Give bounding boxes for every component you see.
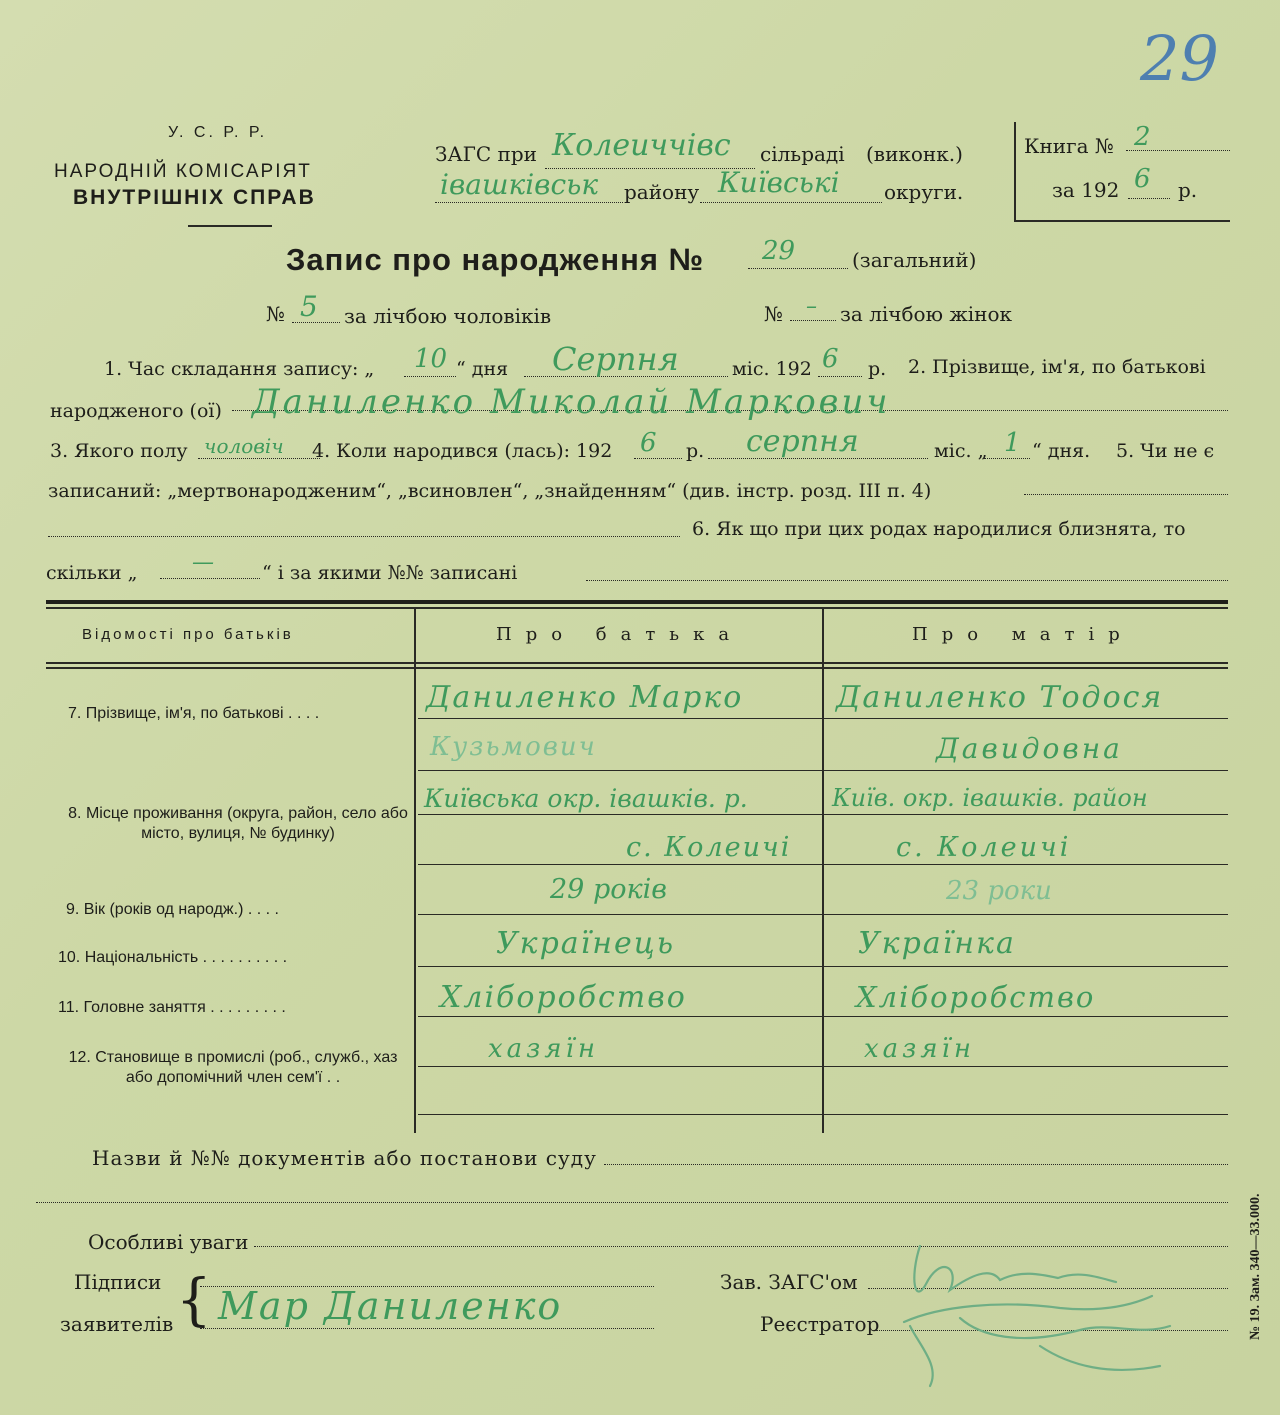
okruha-line bbox=[700, 202, 882, 203]
header-divider bbox=[188, 225, 272, 227]
silradi-label: сільраді bbox=[760, 142, 845, 166]
book-number: 2 bbox=[1134, 122, 1151, 152]
field-4-year: 6 bbox=[640, 428, 657, 458]
field-2-label: 2. Прізвище, ім'я, по батькові bbox=[908, 356, 1206, 378]
republic-label: У. С. Р. Р. bbox=[168, 124, 268, 141]
okruha-value: Київські bbox=[718, 166, 840, 199]
commissariat-line2: ВНУТРІШНІХ СПРАВ bbox=[73, 186, 316, 209]
row-label-12: 12. Становище в промислі (роб., служб., хаз або допомічний член сем'ї . . bbox=[68, 1049, 398, 1086]
field-1-day-suffix: “ дня bbox=[456, 358, 509, 380]
field-5-label2: записаний: „мертвонародженим“, „всиновлен“, „знайденням“ (див. інстр. розд. III п. 4) bbox=[48, 480, 932, 502]
record-title: Запис про народження № bbox=[286, 242, 705, 277]
field-4-day-suffix: “ дня. bbox=[1032, 440, 1091, 462]
mother-residence-1: Київ. окр. івашків. район bbox=[832, 784, 1148, 812]
father-name: Даниленко Марко bbox=[426, 680, 744, 715]
field-2-value: Даниленко Миколай Маркович bbox=[252, 382, 891, 422]
remarks-label: Особливі уваги bbox=[88, 1230, 249, 1254]
field-3-line bbox=[198, 458, 320, 459]
field-6-label: 6. Як що при цих родах народилися близнята, то bbox=[692, 518, 1186, 540]
book-box-left bbox=[1014, 122, 1016, 222]
field-2-label2: народженого (ої) bbox=[50, 400, 222, 422]
field-1-day: 10 bbox=[414, 344, 448, 374]
mother-name: Даниленко Тодося bbox=[836, 680, 1164, 715]
registrar-label: Реєстратор bbox=[760, 1312, 880, 1336]
table-header-bottom bbox=[46, 662, 1228, 664]
table-col-divider-2 bbox=[822, 609, 824, 1133]
documents-label: Назви й №№ документів або постанови суду bbox=[92, 1146, 597, 1170]
field-4-label: 4. Коли народився (лась): 192 bbox=[312, 440, 613, 462]
field-6-line bbox=[586, 580, 1228, 581]
head-label: Зав. ЗАГС'ом bbox=[720, 1270, 858, 1294]
field-4-day: 1 bbox=[1004, 428, 1021, 458]
father-occupation: Хліборобство bbox=[440, 980, 687, 1015]
book-year-prefix: за 192 bbox=[1052, 178, 1120, 202]
field-6-count: — bbox=[192, 550, 214, 575]
father-residence-2: с. Колеичі bbox=[626, 832, 792, 863]
table-header-bottom-2 bbox=[46, 667, 1228, 669]
mother-patronymic: Давидовна bbox=[936, 732, 1123, 765]
table-line bbox=[418, 718, 1228, 719]
women-label: за лічбою жінок bbox=[840, 302, 1013, 326]
field-3-label: 3. Якого полу bbox=[50, 440, 188, 462]
table-line bbox=[418, 864, 1228, 865]
table-line bbox=[418, 770, 1228, 771]
head-signature-icon bbox=[880, 1226, 1200, 1396]
field-4-year-line bbox=[634, 458, 682, 459]
table-header-mother: Про матір bbox=[912, 624, 1134, 645]
table-line bbox=[418, 966, 1228, 967]
table-line bbox=[418, 1066, 1228, 1067]
book-year-line bbox=[1128, 198, 1170, 199]
father-age: 29 років bbox=[550, 874, 667, 905]
row-label-9: 9. Вік (років од народж.) . . . . bbox=[66, 901, 279, 918]
field-6-label2a: скільки „ bbox=[46, 562, 138, 584]
table-line bbox=[418, 814, 1228, 815]
village-value: Колеиччівс bbox=[552, 128, 731, 163]
applicant-signature: Мар Даниленко bbox=[218, 1284, 563, 1328]
record-general: (загальний) bbox=[852, 248, 977, 272]
field-5-line bbox=[1024, 494, 1228, 495]
father-patronymic: Кузьмович bbox=[430, 732, 597, 762]
book-label: Книга № bbox=[1024, 134, 1114, 158]
field-1-day-line bbox=[404, 376, 456, 377]
book-box-bottom bbox=[1014, 220, 1230, 222]
vykonk-label: (виконк.) bbox=[866, 142, 963, 166]
okruhy-label: округи. bbox=[884, 180, 964, 204]
women-number-line bbox=[790, 320, 836, 321]
row-label-11: 11. Головне заняття . . . . . . . . . bbox=[58, 999, 286, 1016]
row-label-10: 10. Національність . . . . . . . . . . bbox=[58, 949, 288, 966]
men-no-sign: № bbox=[266, 302, 285, 326]
father-residence-1: Київська окр. івашків. р. bbox=[424, 784, 748, 813]
field-6-count-line bbox=[160, 578, 260, 579]
father-nationality: Українець bbox=[496, 926, 676, 961]
table-line bbox=[418, 1016, 1228, 1017]
field-4-mis: міс. „ bbox=[934, 440, 988, 462]
raionu-label: району bbox=[624, 180, 700, 204]
documents-line-2 bbox=[36, 1202, 1228, 1203]
men-number: 5 bbox=[300, 290, 318, 323]
commissariat-line1: НАРОДНІЙ КОМІСАРІЯТ bbox=[54, 161, 312, 182]
field-4-month: серпня bbox=[746, 424, 859, 459]
table-line bbox=[418, 1114, 1228, 1115]
women-no-sign: № bbox=[764, 302, 783, 326]
father-position: хазяїн bbox=[488, 1034, 600, 1064]
field-1-year: 6 bbox=[822, 344, 839, 374]
men-label: за лічбою чоловіків bbox=[344, 304, 552, 328]
mother-residence-2: с. Колеичі bbox=[896, 832, 1072, 863]
table-top-border bbox=[46, 600, 1228, 604]
record-number: 29 bbox=[762, 236, 796, 266]
field-1-month: Серпня bbox=[552, 340, 679, 378]
book-year-suffix: р. bbox=[1178, 178, 1198, 202]
table-header-father: Про батька bbox=[496, 624, 744, 645]
field-1-mis: міс. 192 bbox=[732, 358, 812, 380]
field-1-year-line bbox=[818, 376, 862, 377]
row-label-8: 8. Місце проживання (округа, район, село або місто, вулиця, № будинку) bbox=[68, 805, 408, 842]
district-line bbox=[435, 202, 623, 203]
page-number: 29 bbox=[1140, 22, 1219, 95]
field-1-label: 1. Час складання запису: „ bbox=[104, 358, 375, 380]
table-col-divider-1 bbox=[414, 609, 416, 1133]
district-value: івашківськ bbox=[440, 168, 599, 201]
mother-position: хазяїн bbox=[864, 1034, 976, 1064]
record-number-line bbox=[748, 268, 848, 269]
signature-line-2 bbox=[200, 1328, 654, 1329]
field-5-line2 bbox=[48, 536, 680, 537]
side-print: № 19. Зам. 340—33.000. bbox=[1248, 1193, 1263, 1340]
documents-line bbox=[604, 1164, 1228, 1165]
field-5-label: 5. Чи не є bbox=[1116, 440, 1215, 462]
signatures-label-1: Підписи bbox=[74, 1270, 162, 1294]
mother-nationality: Українка bbox=[858, 926, 1016, 961]
table-line bbox=[418, 914, 1228, 915]
field-6-label2b: “ і за якими №№ записані bbox=[262, 562, 518, 584]
mother-occupation: Хліборобство bbox=[856, 980, 1096, 1014]
mother-age: 23 роки bbox=[946, 876, 1052, 906]
signatures-label-2: заявителів bbox=[60, 1312, 174, 1336]
field-3-value: чоловіч bbox=[204, 434, 284, 458]
table-header-info: Відомості про батьків bbox=[82, 626, 294, 643]
field-4-day-line bbox=[984, 458, 1030, 459]
zags-label: ЗАГС при bbox=[435, 142, 537, 166]
row-label-7: 7. Прізвище, ім'я, по батькові . . . . bbox=[68, 705, 320, 722]
field-1-r: р. bbox=[868, 358, 887, 380]
signature-brace: { bbox=[176, 1268, 212, 1333]
table-top-border-2 bbox=[46, 607, 1228, 609]
field-4-r: р. bbox=[686, 440, 705, 462]
book-year-digit: 6 bbox=[1134, 164, 1151, 194]
women-number: – bbox=[806, 294, 817, 319]
